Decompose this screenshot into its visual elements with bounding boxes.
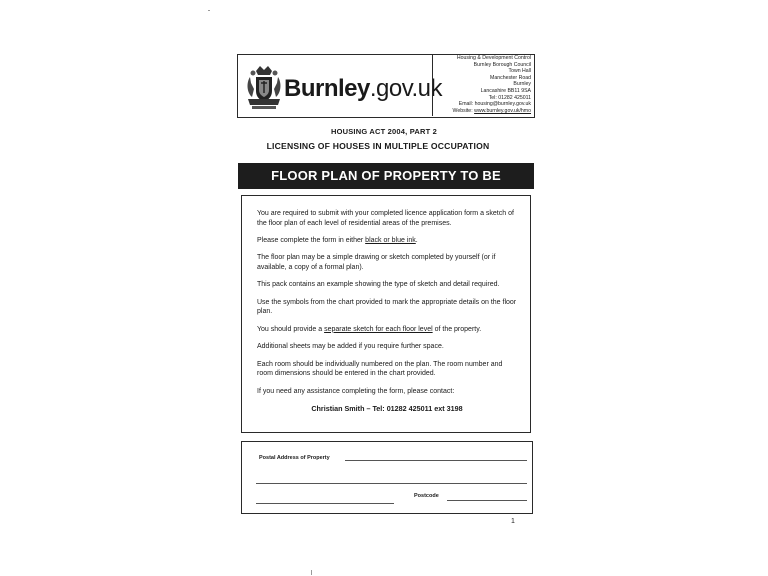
coat-of-arms-icon xyxy=(244,63,284,111)
act-heading: HOUSING ACT 2004, PART 2 xyxy=(330,127,438,136)
instruction-paragraph: If you need any assistance completing the form, please contact: xyxy=(257,387,455,395)
instruction-paragraph: The floor plan may be a simple drawing or sketch completed by yourself (or if available, a copy of a formal plan). xyxy=(257,254,496,271)
address-line: Housing & Development Control xyxy=(456,55,531,61)
instruction-paragraph: Each room should be individually numbered on the plan. The room number and room dimensions should be entered in the chart provided. xyxy=(257,360,503,378)
address-line: Burnley Borough Council xyxy=(473,61,531,68)
instruction-text: . xyxy=(415,236,418,244)
letterhead xyxy=(237,54,535,118)
address-line-2[interactable] xyxy=(256,483,527,484)
form-title: FLOOR PLAN OF PROPERTY TO BE LICENSED xyxy=(238,163,534,189)
instruction-paragraph: Additional sheets may be added if you require further space. xyxy=(257,343,444,351)
instruction-paragraph xyxy=(257,325,517,335)
website-label: Website: xyxy=(452,107,473,114)
address-line-1[interactable] xyxy=(345,460,527,461)
page-number: 1 xyxy=(511,518,515,525)
instruction-paragraph: Use the symbols from the chart provided to mark the appropriate details on the floor plan. xyxy=(257,298,517,316)
subtitle-heading: LICENSING OF HOUSES IN MULTIPLE OCCUPATION xyxy=(266,141,490,151)
instruction-paragraph: You are required to submit with your completed licence application form a sketch of the floor plan of each level of residential areas of the premises. xyxy=(257,210,514,227)
instruction-text: You should provide a xyxy=(257,325,325,333)
address-line: Lancashire BB11 9SA xyxy=(480,87,531,94)
postal-address-label: Postal Address of Property xyxy=(259,455,330,461)
address-line: Manchester Road xyxy=(490,74,531,81)
website-link[interactable]: www.burnley.gov.uk/hmo xyxy=(474,107,531,114)
brand-wordmark xyxy=(284,75,442,103)
council-logo xyxy=(242,61,442,111)
address-line-3[interactable] xyxy=(256,503,394,504)
instruction-text: Please complete the form in either xyxy=(257,236,366,244)
scan-speck xyxy=(208,10,210,11)
property-address-form xyxy=(241,441,533,514)
address-line: Town Hall xyxy=(508,68,531,75)
instruction-emphasis: black or blue ink xyxy=(365,236,416,244)
instruction-paragraph: This pack contains an example showing the type of sketch and detail required. xyxy=(257,281,500,289)
postcode-label: Postcode xyxy=(414,493,439,499)
scan-speck xyxy=(311,570,312,575)
instruction-text: of the property. xyxy=(432,325,482,333)
address-line: Email: housing@burnley.gov.uk xyxy=(458,101,531,108)
contact-details: Christian Smith – Tel: 01282 425011 ext 3198 xyxy=(311,403,463,413)
postcode-field[interactable] xyxy=(447,500,527,501)
brand-bold: Burnley xyxy=(284,75,370,102)
council-address xyxy=(432,54,534,116)
instruction-paragraph xyxy=(257,236,517,246)
instructions-box xyxy=(241,195,531,433)
address-line: Tel: 01282 425011 xyxy=(488,94,531,101)
brand-domain: .gov.uk xyxy=(369,75,442,102)
address-line: Burnley xyxy=(513,81,531,88)
website-line xyxy=(433,108,531,115)
instruction-emphasis: separate sketch for each floor level xyxy=(324,325,433,333)
